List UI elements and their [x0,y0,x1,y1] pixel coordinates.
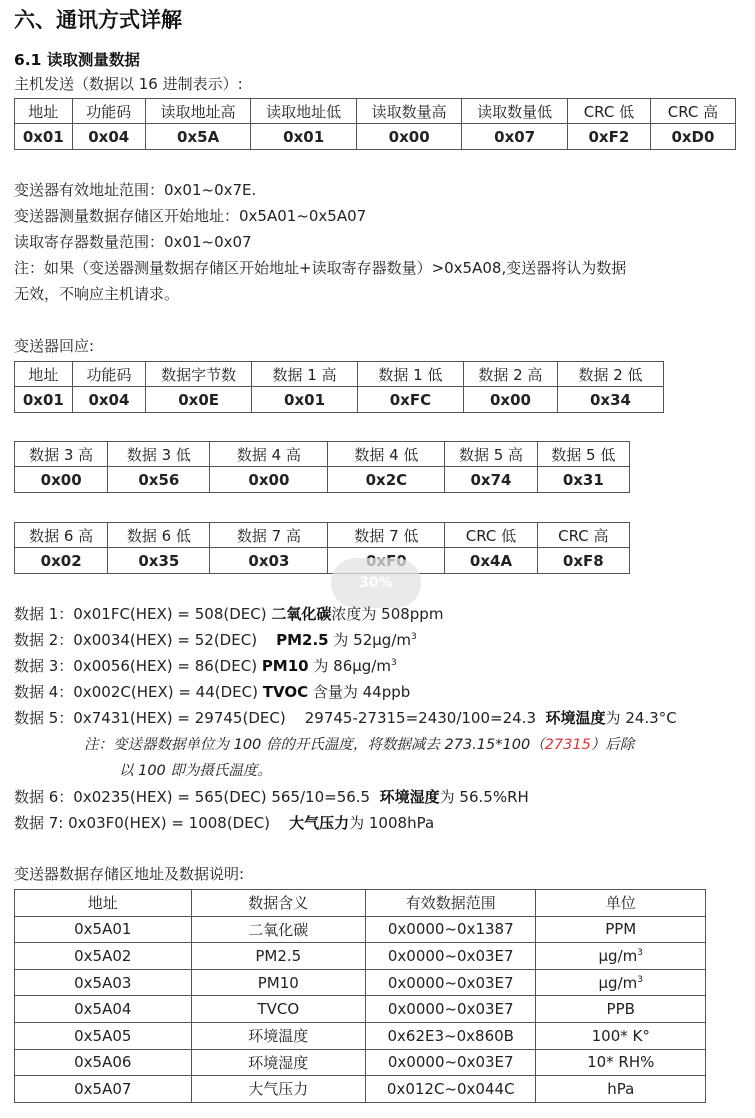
data-line-keyword: TVOC [262,683,309,701]
cell: 环境温度 [191,1022,365,1049]
storage-label: 变送器数据存储区地址及数据说明: [14,865,245,883]
note-text: ）后除 [590,737,635,753]
superscript: 3 [637,974,643,985]
data-line-keyword: PM10 [261,657,309,675]
header-cell: 数据含义 [191,890,365,917]
data-line-keyword: 二氧化碳 [271,605,332,623]
header-cell: 数据 4 高 [210,442,328,467]
data-line-text: 数据 3：0x0056(HEX) = 86(DEC) [14,657,262,675]
cell: 环境湿度 [191,1049,365,1076]
header-cell: 数据字节数 [146,362,252,387]
value-cell: 0x01 [252,387,358,413]
header-cell: CRC 低 [567,99,650,124]
data-line-text: 数据 4：0x002C(HEX) = 44(DEC) [14,683,263,701]
cell: 0x0000~0x03E7 [366,1049,536,1076]
data-line-keyword: 环境温度 [545,709,606,727]
unit-text: μg/m [598,973,638,992]
note-address-range: 变送器有效地址范围：0x01~0x7E. [14,181,257,199]
data-line-keyword: PM2.5 [276,631,329,649]
data-line-text: 数据 5：0x7431(HEX) = 29745(DEC) 29745-27315=2430/100=24.3 [14,709,546,727]
response-table-2 [14,441,630,493]
header-cell: CRC 高 [537,523,629,548]
data-line-4 [14,682,410,702]
superscript: 3 [390,658,397,668]
value-cell: 0x74 [445,467,537,493]
header-cell: 数据 5 低 [537,442,629,467]
cell: 10* RH% [536,1049,706,1076]
header-cell: 数据 5 高 [445,442,537,467]
value-cell: 0x31 [537,467,629,493]
temperature-note-2: 以 100 即为摄氏温度。 [119,763,272,779]
superscript: 3 [637,947,643,958]
value-cell: 0x2C [328,467,445,493]
cell: 0x62E3~0x860B [366,1022,536,1049]
cell: PM2.5 [191,943,365,970]
cell: 0x0000~0x03E7 [366,969,536,996]
header-cell: 读取地址低 [251,99,357,124]
data-line-1 [14,604,443,624]
cell: 0x5A05 [15,1022,192,1049]
storage-table [14,889,706,1103]
header-cell: 读取数量低 [462,99,568,124]
header-cell: CRC 低 [445,523,537,548]
data-line-text: 数据 2：0x0034(HEX) = 52(DEC) [14,631,277,649]
value-cell: 0x00 [356,124,462,150]
value-cell: 0x01 [251,124,357,150]
table-row [15,916,706,943]
table-value-row [15,467,630,493]
table-header-row [15,99,736,124]
value-cell: 0x04 [72,124,145,150]
cell: 大气压力 [191,1076,365,1103]
response-label: 变送器回应: [14,337,95,355]
table-value-row [15,548,630,574]
note-start-address: 变送器测量数据存储区开始地址：0x5A01~0x5A07 [14,207,367,225]
section-title: 6.1 读取测量数据 [14,51,140,69]
note-invalid-1: 注：如果（变送器测量数据存储区开始地址+读取寄存器数量）>0x5A08,变送器将认为数据 [14,259,627,277]
cell: PPM [536,916,706,943]
table-header-row [15,890,706,917]
table-header-row [15,362,664,387]
data-line-6 [14,787,529,807]
superscript: 3 [410,632,417,642]
note-register-count: 读取寄存器数量范围：0x01~0x07 [14,233,252,251]
cell: 100* K° [536,1022,706,1049]
data-line-text: 数据 6：0x0235(HEX) = 565(DEC) 565/10=56.5 [14,788,380,806]
unit-text: μg/m [598,946,638,965]
response-table-3 [14,522,630,574]
value-cell: 0x01 [15,387,73,413]
data-line-text: 为 52μg/m [328,631,411,649]
data-line-text: 为 1008hPa [349,814,435,832]
value-cell: 0xD0 [650,124,735,150]
header-cell: 数据 7 高 [210,523,328,548]
value-cell: 0x5A [145,124,251,150]
cell [536,969,706,996]
table-value-row [15,124,736,150]
header-cell: 读取数量高 [356,99,462,124]
data-line-keyword: 大气压力 [289,814,350,832]
header-cell: 数据 3 高 [15,442,108,467]
header-cell: 数据 6 低 [108,523,210,548]
header-cell: 功能码 [72,362,145,387]
table-row [15,969,706,996]
header-cell: 数据 6 高 [15,523,108,548]
cell: 0x5A07 [15,1076,192,1103]
header-cell: 地址 [15,890,192,917]
value-cell: 0x04 [72,387,145,413]
value-cell: 0x00 [210,467,328,493]
cell: 0x012C~0x044C [366,1076,536,1103]
request-table [14,98,736,150]
value-cell: 0x56 [108,467,210,493]
value-cell: 0x0E [146,387,252,413]
table-header-row [15,442,630,467]
cell: 0x0000~0x03E7 [366,996,536,1023]
value-cell: 0x34 [558,387,664,413]
note-invalid-2: 无效，不响应主机请求。 [14,285,180,303]
value-cell: 0xFC [357,387,463,413]
value-cell: 0x02 [15,548,108,574]
header-cell: 数据 1 高 [252,362,358,387]
cell: TVCO [191,996,365,1023]
table-row [15,1022,706,1049]
data-line-7 [14,813,434,833]
header-cell: 数据 3 低 [108,442,210,467]
value-cell: 0x00 [463,387,557,413]
header-cell: 地址 [15,362,73,387]
cell: PPB [536,996,706,1023]
data-line-text: 数据 7: 0x03F0(HEX) = 1008(DEC) [14,814,290,832]
header-cell: 地址 [15,99,73,124]
header-cell: 单位 [536,890,706,917]
response-table-1 [14,361,664,413]
value-cell: 0x01 [15,124,73,150]
header-cell: CRC 高 [650,99,735,124]
cell [536,943,706,970]
header-cell: 数据 7 低 [328,523,445,548]
zoom-watermark: 30% [331,558,421,608]
cell: PM10 [191,969,365,996]
table-row [15,1049,706,1076]
cell: 0x5A04 [15,996,192,1023]
header-cell: 数据 4 低 [328,442,445,467]
header-cell: 数据 1 低 [357,362,463,387]
table-row [15,1076,706,1103]
header-cell: 数据 2 低 [558,362,664,387]
note-highlight: 27315 [544,737,591,753]
table-row [15,943,706,970]
data-line-text: 为 56.5%RH [439,788,529,806]
header-cell: 读取地址高 [145,99,251,124]
value-cell: 0x03 [210,548,328,574]
data-line-text: 为 86μg/m [308,657,391,675]
data-line-keyword: 环境湿度 [379,788,440,806]
host-send-label: 主机发送（数据以 16 进制表示）: [14,75,243,93]
cell: 二氧化碳 [191,916,365,943]
value-cell: 0x00 [15,467,108,493]
cell: 0x5A01 [15,916,192,943]
data-line-3 [14,656,397,676]
cell: 0x5A03 [15,969,192,996]
header-cell: 有效数据范围 [366,890,536,917]
value-cell: 0xF2 [567,124,650,150]
cell: 0x5A06 [15,1049,192,1076]
value-cell: 0x35 [108,548,210,574]
cell: 0x0000~0x03E7 [366,943,536,970]
page-heading: 六、通讯方式详解 [14,8,182,32]
value-cell: 0x4A [445,548,537,574]
data-line-text: 数据 1：0x01FC(HEX) = 508(DEC) [14,605,272,623]
data-line-text: 含量为 44ppb [308,683,411,701]
note-text: 注：变送器数据单位为 100 倍的开氏温度，将数据减去 273.15*100（ [84,737,545,753]
data-line-text: 为 24.3°C [605,709,677,727]
value-cell: 0x07 [462,124,568,150]
header-cell: 功能码 [72,99,145,124]
cell: 0x5A02 [15,943,192,970]
table-value-row [15,387,664,413]
data-line-5 [14,708,677,728]
temperature-note-1 [84,735,634,755]
cell: hPa [536,1076,706,1103]
data-line-2 [14,630,417,650]
header-cell: 数据 2 高 [463,362,557,387]
cell: 0x0000~0x1387 [366,916,536,943]
table-row [15,996,706,1023]
table-header-row [15,523,630,548]
data-line-text: 浓度为 508ppm [331,605,444,623]
value-cell: 0xF8 [537,548,629,574]
